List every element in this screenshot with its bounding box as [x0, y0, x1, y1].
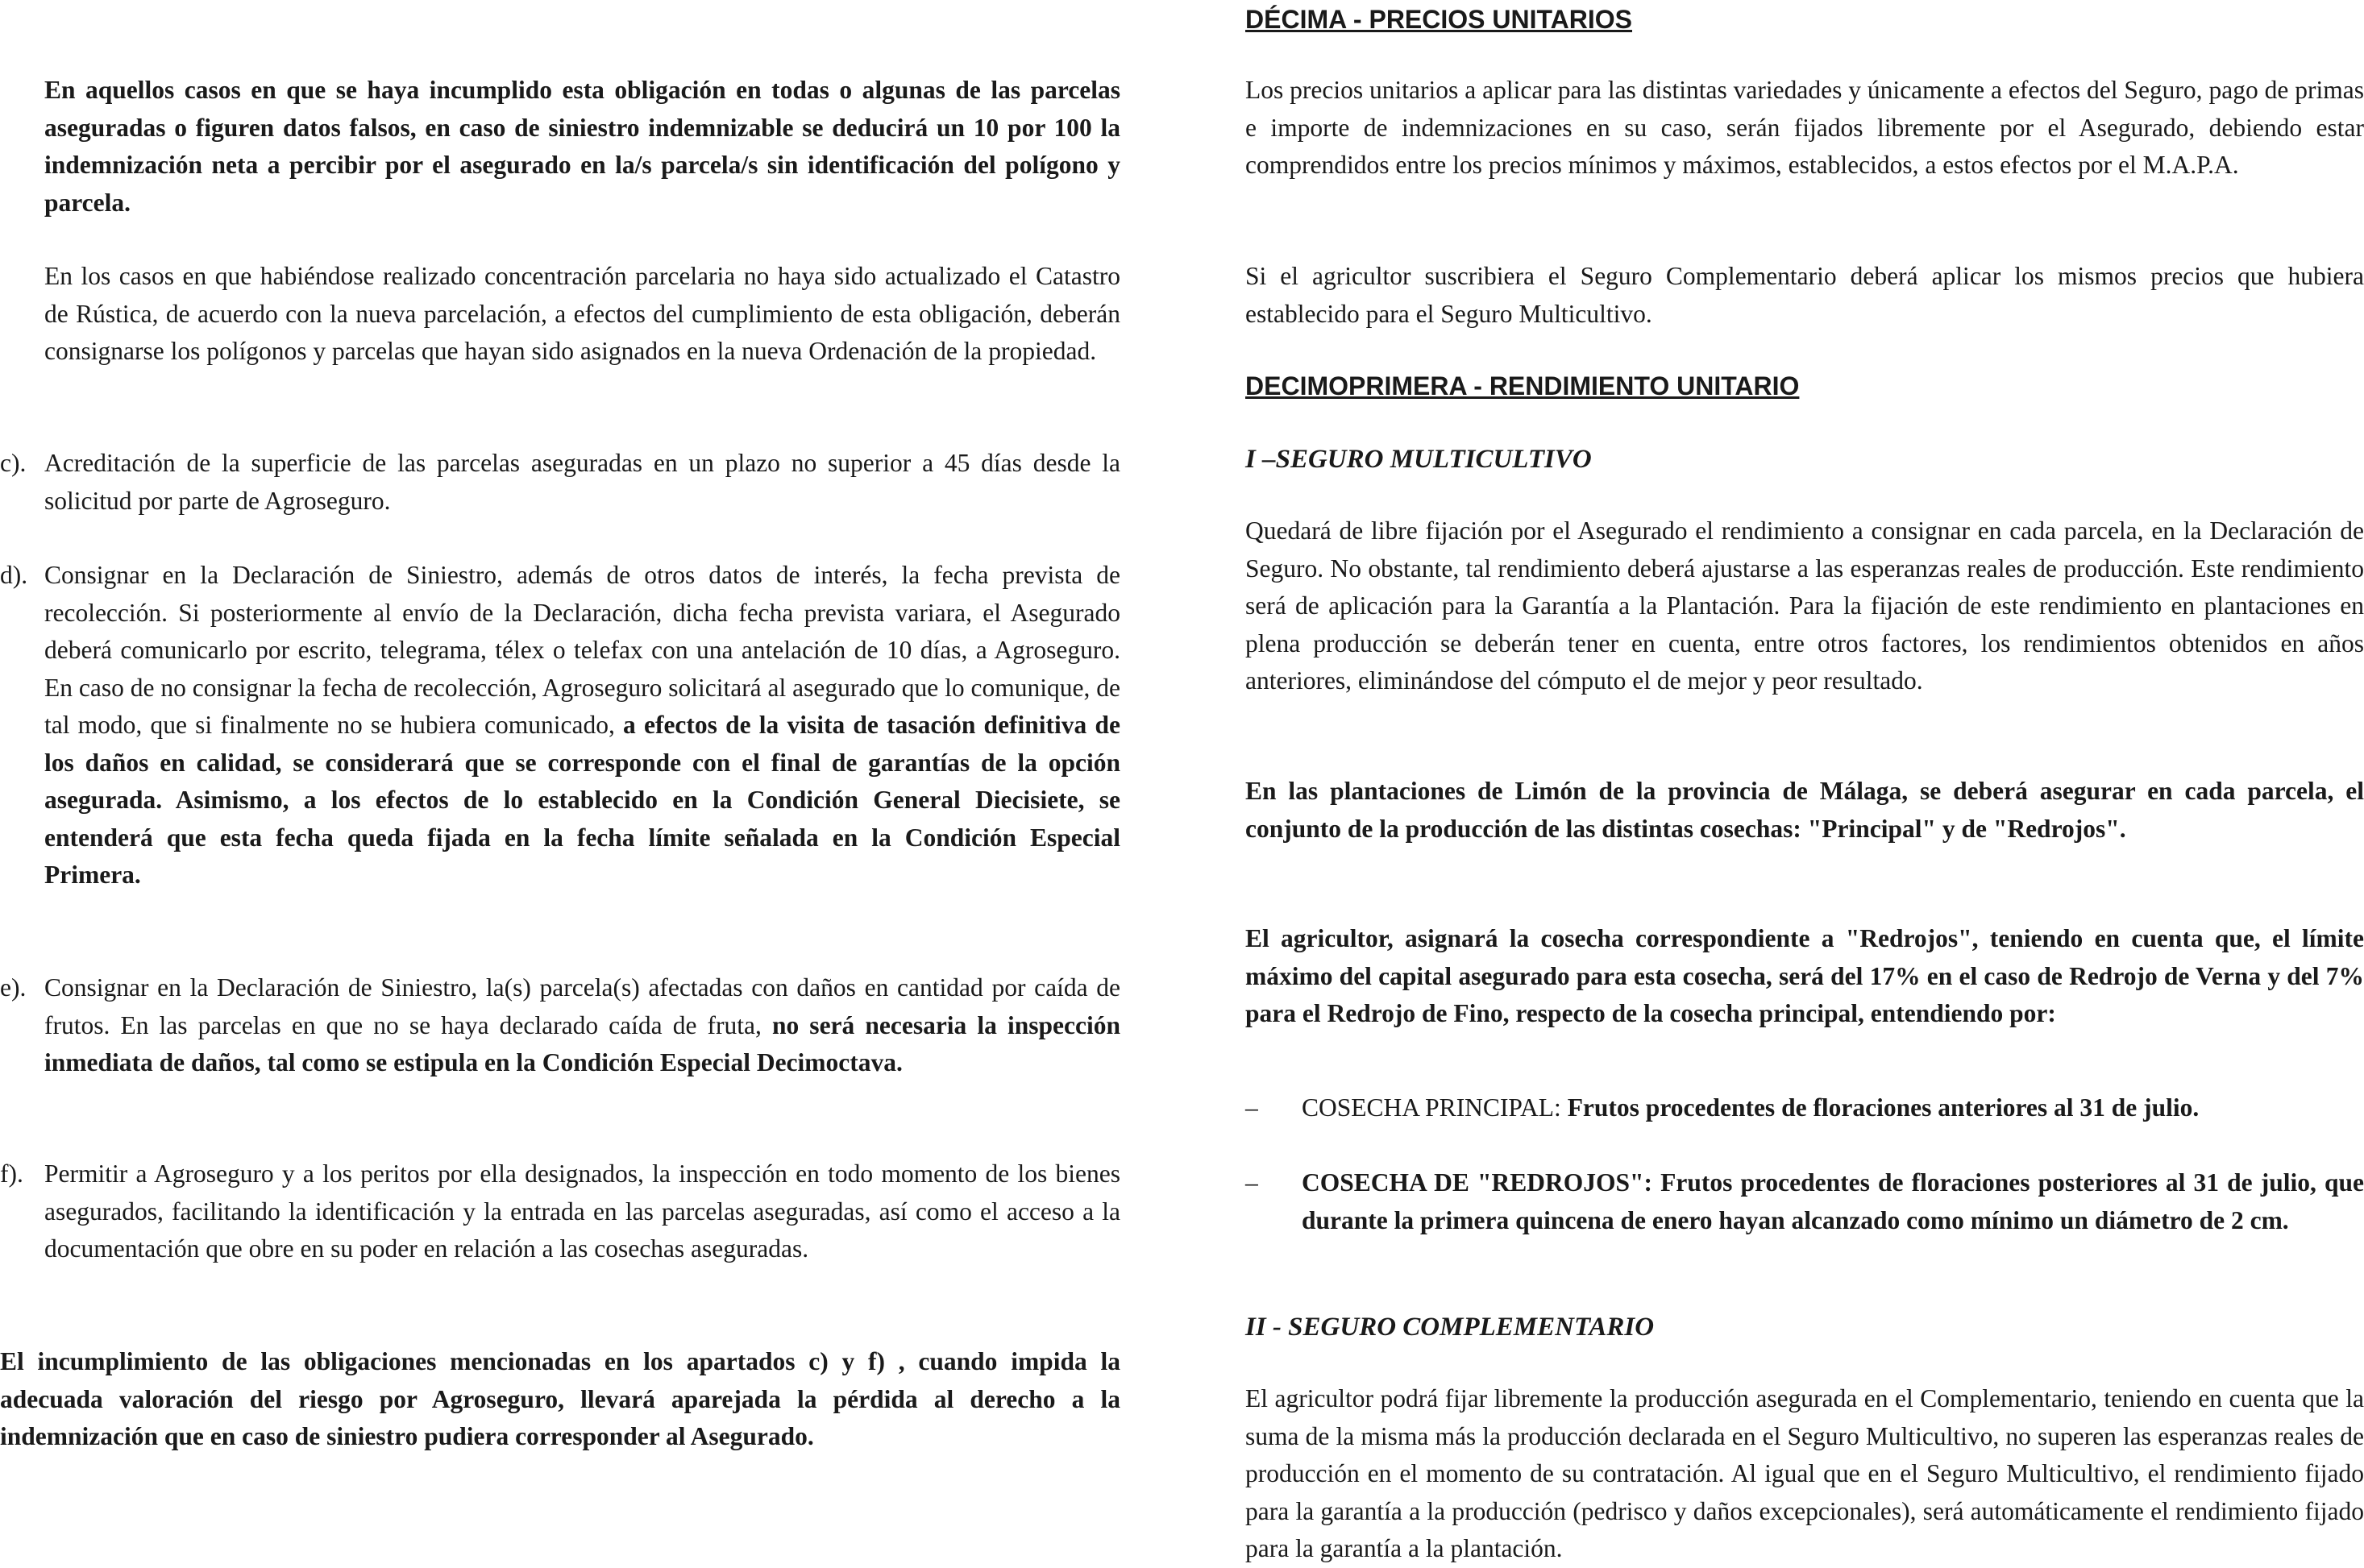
- paragraph-yield: [1245, 512, 2364, 700]
- dash-item-body: Frutos procedentes de floraciones posteriores al 31 de julio, que durante la primera quincena de enero hayan alcanzado como mínimo un diámetro de 2 cm.: [1302, 1168, 2364, 1234]
- dash-item-principal: [1245, 1089, 2364, 1127]
- list-item-text: [44, 969, 1120, 1082]
- list-marker: e).: [0, 973, 27, 1002]
- subheading-multicultivo: I –SEGURO MULTICULTIVO: [1245, 445, 1592, 474]
- dash-item-text: [1302, 1089, 2364, 1127]
- dash-item-label: COSECHA DE "REDROJOS":: [1302, 1168, 1653, 1197]
- list-item-text: Acreditación de la superficie de las parcelas aseguradas en un plazo no superior a 45 días desde la solicitud por parte de Agroseguro.: [44, 449, 1120, 515]
- dash-item-text: [1302, 1164, 2364, 1239]
- list-item-e: [0, 969, 1120, 1082]
- subheading-complementario: II - SEGURO COMPLEMENTARIO: [1245, 1313, 1655, 1342]
- paragraph-text: En las plantaciones de Limón de la provincia de Málaga, se deberá asegurar en cada parcela, el conjunto de la producción de las distintas cosechas: "Principal" y de "Redrojos".: [1245, 777, 2364, 843]
- section-heading-decimoprimera: DECIMOPRIMERA - RENDIMIENTO UNITARIO: [1245, 371, 1800, 400]
- list-marker: f).: [0, 1159, 23, 1188]
- dash-item-label: COSECHA PRINCIPAL:: [1302, 1093, 1561, 1122]
- paragraph-limon-malaga: [1245, 773, 2364, 848]
- paragraph-text: Quedará de libre fijación por el Asegurado el rendimiento a consignar en cada parcela, en la Declaración de Seguro. No obstante, tal rendimiento deberá ajustarse a las esperanzas reales de producción. Este rendimiento será de aplicación para la Garantía a la Plantación. Para la fijación de este rendimiento en plantaciones en plena producción se deberán tener en cuenta, entre otros factores, los rendimientos obtenidos en años anteriores, eliminándose del cómputo el de mejor y peor resultado.: [1245, 516, 2364, 695]
- list-item-f: [0, 1155, 1120, 1268]
- paragraph-text: Si el agricultor suscribiera el Seguro Complementario deberá aplicar los mismos precios que hubiera establecido para el Seguro Multicultivo.: [1245, 262, 2364, 328]
- list-item-c: [0, 445, 1120, 520]
- paragraph-unit-prices: [1245, 72, 2364, 185]
- list-marker: d).: [0, 561, 28, 589]
- list-item-d: [0, 557, 1120, 894]
- paragraph-text: En los casos en que habiéndose realizado concentración parcelaria no haya sido actualizado el Catastro de Rústica, de acuerdo con la nueva parcelación, a efectos del cumplimiento de esta obligación, deberán consignarse los polígonos y parcelas que hayan sido asignados en la nueva Ordenación de la propiedad.: [44, 262, 1120, 365]
- paragraph-text: El agricultor podrá fijar libremente la producción asegurada en el Complementario, teniendo en cuenta que la suma de la misma más la producción declarada en el Seguro Multicultivo, no superen las esperanzas reales de producción en el momento de su contratación. Al igual que en el Seguro Multicultivo, el rendimiento fijado para la garantía a la producción (pedrisco y daños excepcionales), será automáticamente el rendimiento fijado para la garantía a la plantación.: [1245, 1384, 2364, 1562]
- paragraph-redrojos: [1245, 920, 2364, 1033]
- paragraph-noncompliance: [0, 1343, 1120, 1456]
- list-item-bold-text: a efectos de la visita de tasación definitiva de los daños en calidad, se considerará que se corresponde con el final de garantías de la opción asegurada. Asimismo, a los efectos de lo establecido en la Condición General Diecisiete, se entenderá que esta fecha queda fijada en la fecha límite señalada en la Condición Especial Primera.: [44, 711, 1120, 889]
- paragraph-text: El incumplimiento de las obligaciones mencionadas en los apartados c) y f) , cuando impida la adecuada valoración del riesgo por Agroseguro, llevará aparejada la pérdida al derecho a la indemnización que en caso de siniestro pudiera corresponder al Asegurado.: [0, 1347, 1120, 1450]
- list-item-regular-text: Consignar en la Declaración de Siniestro, además de otros datos de interés, la fecha prevista de recolección. Si posteriormente al envío de la Declaración, dicha fecha prevista variara, el Asegurado deberá comunicarlo por escrito, telegrama, télex o telefax con una antelación de 10 días, a Agroseguro. En caso de no consignar la fecha de recolección, Agroseguro solicitará al asegurado que lo comunique, de tal modo, que si finalmente no se hubiera comunicado,: [44, 561, 1120, 739]
- paragraph-complementary-prices: [1245, 258, 2364, 333]
- section-heading-decima: DÉCIMA - PRECIOS UNITARIOS: [1245, 5, 1633, 34]
- paragraph-penalty: [44, 72, 1120, 222]
- list-item-regular-text: Consignar en la Declaración de Siniestro, la(s) parcela(s) afectadas con daños en cantidad por caída de frutos. En las parcelas en que no se haya declarado caída de fruta,: [44, 973, 1120, 1039]
- paragraph-complementary-yield: [1245, 1380, 2364, 1568]
- dash-item-body: Frutos procedentes de floraciones anteriores al 31 de julio.: [1560, 1093, 2200, 1122]
- dash-marker: –: [1245, 1168, 1258, 1197]
- dash-marker: –: [1245, 1093, 1258, 1122]
- paragraph-text: Los precios unitarios a aplicar para las distintas variedades y únicamente a efectos del Seguro, pago de primas e importe de indemnizaciones en su caso, serán fijados libremente por el Asegurado, debiendo estar comprendidos entre los precios mínimos y máximos, establecidos, a estos efectos por el M.A.P.A.: [1245, 76, 2364, 179]
- list-marker: c).: [0, 449, 27, 477]
- paragraph-text: El agricultor, asignará la cosecha correspondiente a "Redrojos", teniendo en cuenta que, el límite máximo del capital asegurado para esta cosecha, será del 17% en el caso de Redrojo de Verna y del 7% para el Redrojo de Fino, respecto de la cosecha principal, entendiendo por:: [1245, 924, 2364, 1027]
- dash-item-redrojos: [1245, 1164, 2364, 1239]
- list-item-text: Permitir a Agroseguro y a los peritos por ella designados, la inspección en todo momento de los bienes asegurados, facilitando la identificación y la entrada en las parcelas aseguradas, así como el acceso a la documentación que obre en su poder en relación a las cosechas aseguradas.: [44, 1159, 1120, 1263]
- list-item-text: [44, 557, 1120, 894]
- paragraph-text: En aquellos casos en que se haya incumplido esta obligación en todas o algunas de las parcelas aseguradas o figuren datos falsos, en caso de siniestro indemnizable se deducirá un 10 por 100 la indemnización neta a percibir por el asegurado en la/s parcela/s sin identificación del polígono y parcela.: [44, 76, 1120, 217]
- paragraph-concentration: [44, 258, 1120, 371]
- list-item-bold-text: no será necesaria la inspección inmediata de daños, tal como se estipula en la Condición Especial Decimoctava.: [44, 1010, 1120, 1076]
